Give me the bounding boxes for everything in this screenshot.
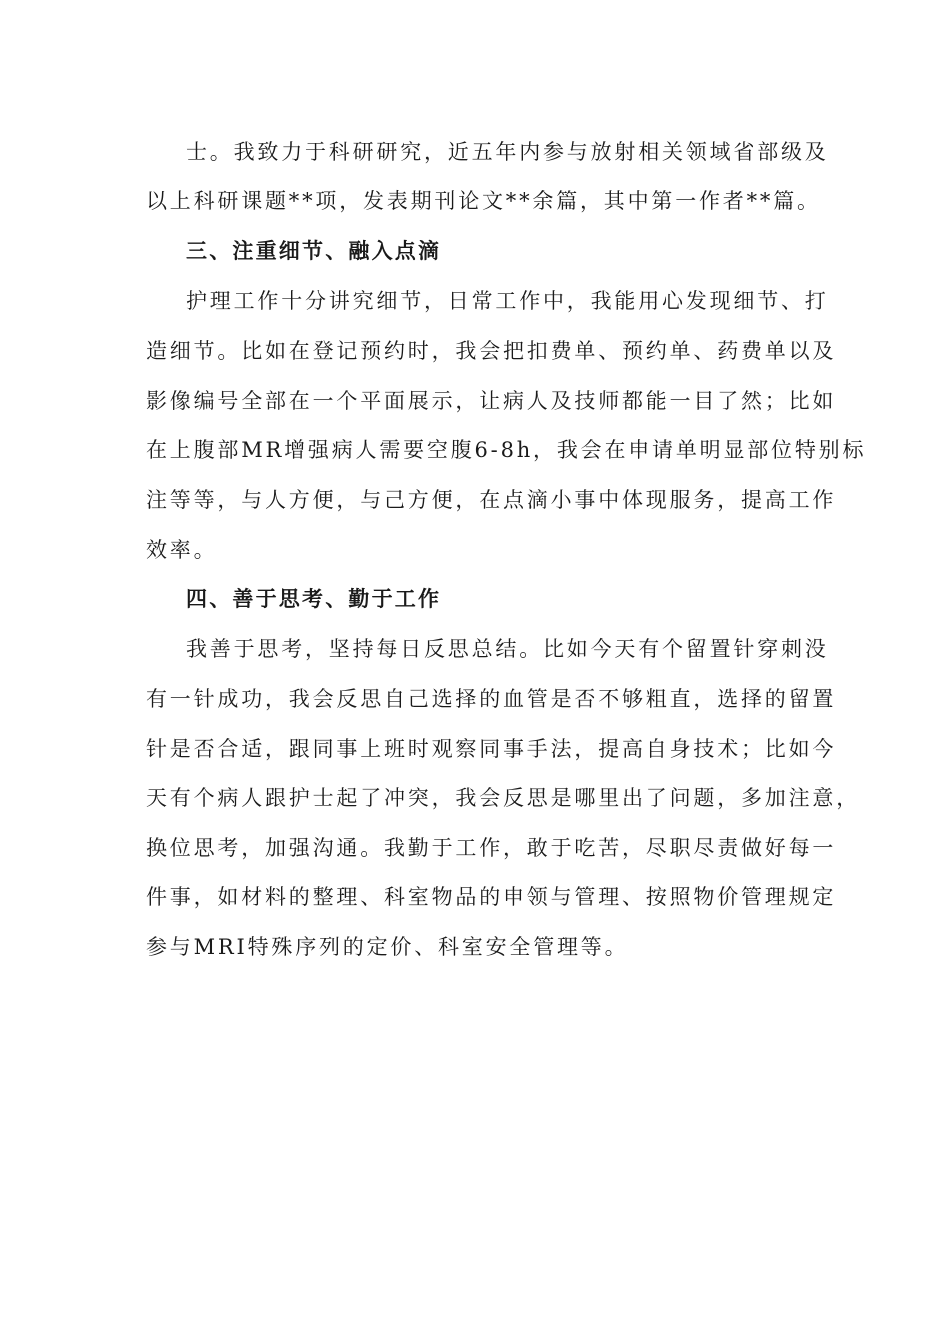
section-heading-3: 三、注重细节、融入点滴 (186, 239, 442, 263)
body-text-line: 天有个病人跟护士起了冲突，我会反思是哪里出了问题，多加注意， (146, 786, 860, 810)
body-text-line: 以上科研课题**项，发表期刊论文**余篇，其中第一作者**篇。 (146, 189, 821, 213)
body-text-line: 影像编号全部在一个平面展示，让病人及技师都能一目了然；比如 (146, 389, 837, 413)
body-text-line: 我善于思考，坚持每日反思总结。比如今天有个留置针穿刺没 (186, 637, 829, 661)
body-text-line: 有一针成功，我会反思自己选择的血管是否不够粗直，选择的留置 (146, 687, 837, 711)
body-text-line: 护理工作十分讲究细节，日常工作中，我能用心发现细节、打 (186, 289, 829, 313)
section-heading-4: 四、善于思考、勤于工作 (186, 587, 442, 611)
body-text-line: 针是否合适，跟同事上班时观察同事手法，提高自身技术；比如今 (146, 737, 837, 761)
body-text-line: 换位思考，加强沟通。我勤于工作，敢于吃苦，尽职尽责做好每一 (146, 836, 837, 860)
body-text-line: 在上腹部MR增强病人需要空腹6-8h，我会在申请单明显部位特别标 (146, 438, 867, 462)
body-text-line: 件事，如材料的整理、科室物品的申领与管理、按照物价管理规定 (146, 885, 837, 909)
body-text-line: 士。我致力于科研研究，近五年内参与放射相关领域省部级及 (186, 140, 829, 164)
body-text-line: 注等等，与人方便，与己方便，在点滴小事中体现服务，提高工作 (146, 488, 837, 512)
body-text-line: 造细节。比如在登记预约时，我会把扣费单、预约单、药费单以及 (146, 339, 837, 363)
body-text-line: 效率。 (146, 538, 218, 562)
body-text-line: 参与MRI特殊序列的定价、科室安全管理等。 (146, 935, 629, 959)
